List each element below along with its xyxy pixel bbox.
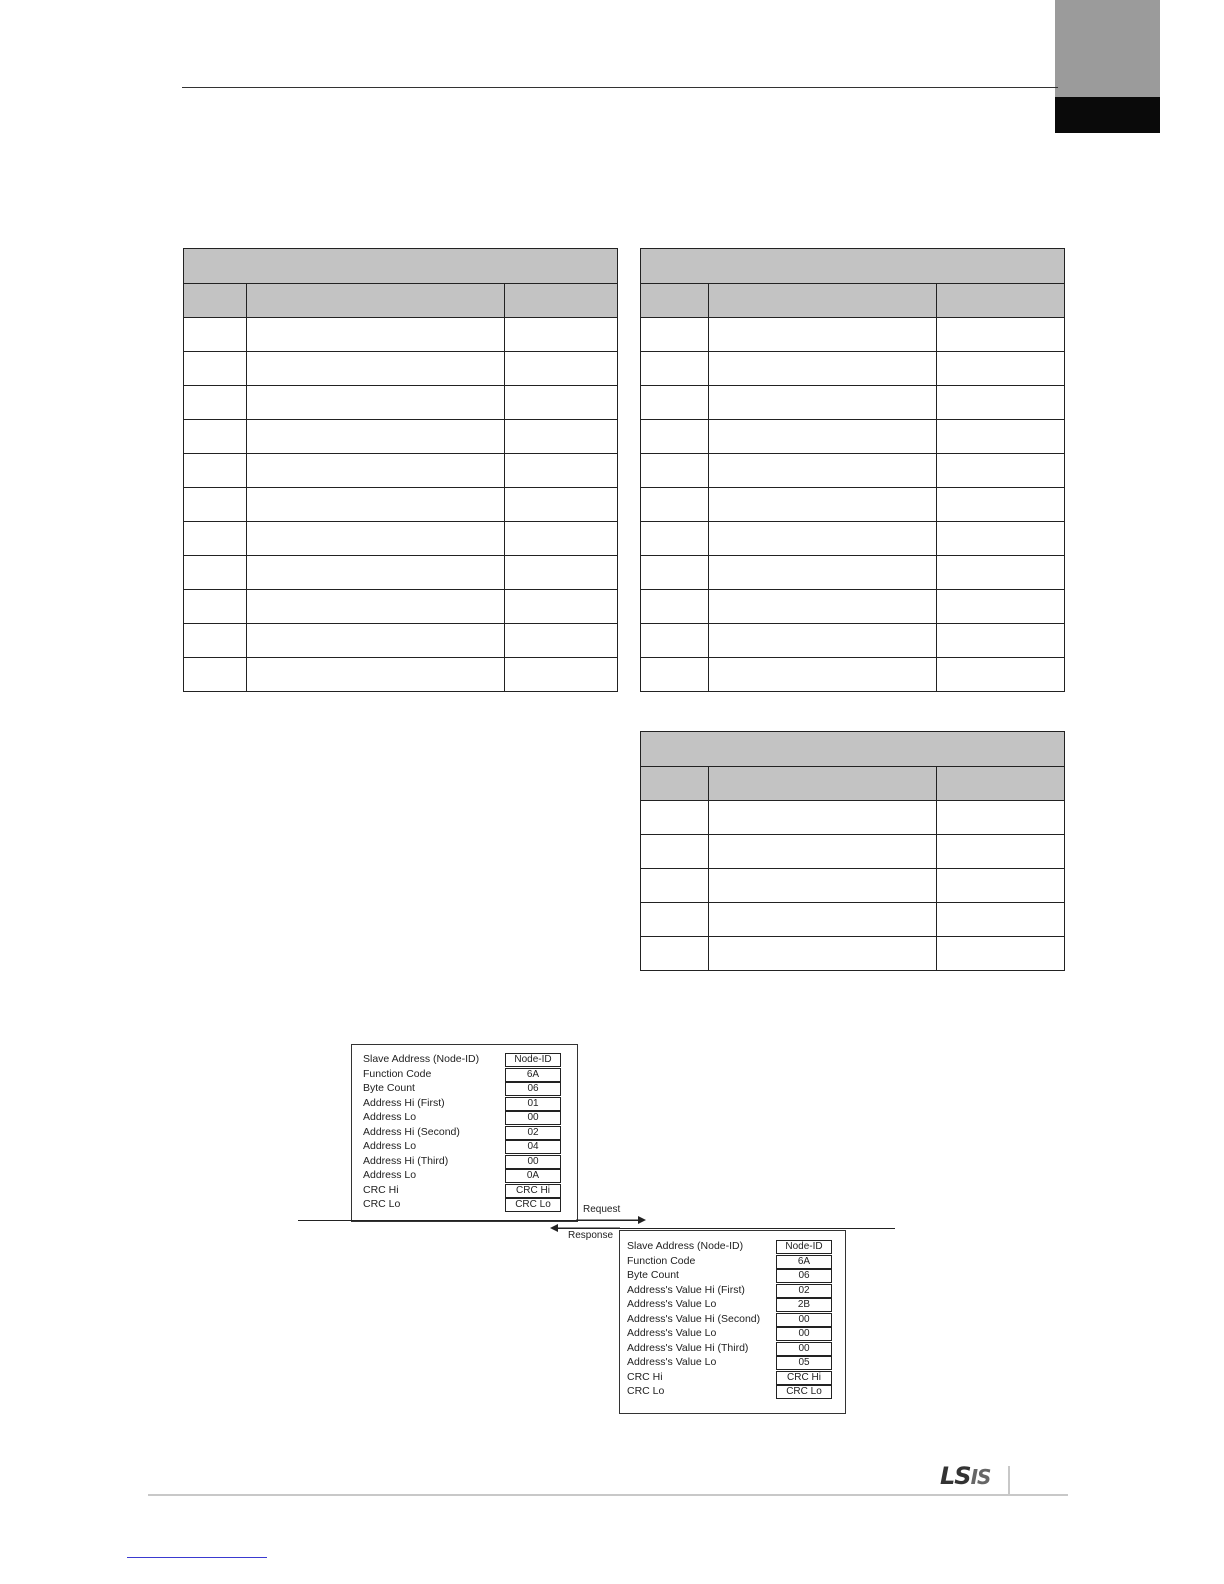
request-field-label: Byte Count: [363, 1082, 415, 1094]
response-field-label: CRC Hi: [627, 1370, 663, 1383]
table-row: [184, 454, 618, 488]
left-table: [183, 248, 618, 692]
link-underline: [127, 1557, 267, 1558]
request-field-value: CRC Hi: [505, 1184, 561, 1198]
request-field-value: 00: [505, 1111, 561, 1125]
response-field-label: Function Code: [627, 1254, 696, 1267]
table-row: [641, 318, 1065, 352]
table-row: [184, 624, 618, 658]
response-field-value: 02: [776, 1284, 832, 1298]
request-field-label: Address Lo: [363, 1111, 417, 1123]
table-row: [641, 801, 1065, 835]
table-row: [641, 903, 1065, 937]
right-table-top: [640, 248, 1065, 692]
header-rule: [182, 87, 1058, 88]
request-field-value: 6A: [505, 1068, 561, 1082]
response-field-label: Address's Value Lo: [627, 1356, 717, 1368]
request-field-value: CRC Lo: [505, 1198, 561, 1212]
table-header-row: [641, 767, 1065, 801]
request-field-label: Address Lo: [363, 1140, 417, 1152]
response-field-value: Node-ID: [776, 1240, 832, 1254]
table-row: [184, 420, 618, 454]
response-field-label: Address's Value Hi (Third): [627, 1341, 749, 1354]
request-field-value: 0A: [505, 1169, 561, 1183]
table-row: [641, 488, 1065, 522]
table-row: [184, 318, 618, 352]
footer-divider: [1008, 1466, 1010, 1494]
response-field-value: 2B: [776, 1298, 832, 1312]
response-field-value: 00: [776, 1342, 832, 1356]
request-label: Request: [583, 1204, 621, 1215]
response-field-value: 06: [776, 1269, 832, 1283]
table-row: [641, 937, 1065, 971]
table-row: [641, 658, 1065, 692]
table-row: [184, 556, 618, 590]
request-field-label: Address Lo: [363, 1169, 417, 1181]
table-row: [641, 386, 1065, 420]
table-row: [184, 658, 618, 692]
table-title-row: [641, 249, 1065, 284]
request-field-label: CRC Lo: [363, 1198, 401, 1210]
response-field-label: Address's Value Lo: [627, 1327, 717, 1339]
table-row: [641, 624, 1065, 658]
request-field-value: 04: [505, 1140, 561, 1154]
table-title-row: [641, 732, 1065, 767]
table-row: [641, 522, 1065, 556]
table-row: [184, 590, 618, 624]
chapter-tab-grey: [1055, 0, 1160, 97]
request-field-value: 06: [505, 1082, 561, 1096]
response-field-value: CRC Hi: [776, 1371, 832, 1385]
response-field-value: 00: [776, 1327, 832, 1341]
chapter-tab-black: [1055, 97, 1160, 133]
table-title-row: [184, 249, 618, 284]
table-row: [184, 488, 618, 522]
right-table-bottom: [640, 731, 1065, 971]
table-row: [641, 454, 1065, 488]
response-field-label: CRC Lo: [627, 1385, 665, 1397]
request-field-label: Function Code: [363, 1067, 432, 1080]
table-row: [184, 352, 618, 386]
brand-logo: LSIS: [940, 1462, 991, 1490]
request-field-label: CRC Hi: [363, 1183, 399, 1196]
table-row: [641, 352, 1065, 386]
table-row: [641, 869, 1065, 903]
response-field-label: Byte Count: [627, 1269, 679, 1281]
response-label: Response: [568, 1230, 614, 1241]
response-field-label: Address's Value Lo: [627, 1298, 717, 1310]
response-field-value: 05: [776, 1356, 832, 1370]
response-field-value: 6A: [776, 1255, 832, 1269]
response-field-value: 00: [776, 1313, 832, 1327]
request-field-value: 01: [505, 1097, 561, 1111]
table-header-row: [184, 284, 618, 318]
footer-rule: [148, 1494, 1068, 1496]
table-row: [641, 590, 1065, 624]
response-field-value: CRC Lo: [776, 1385, 832, 1399]
table-row: [641, 835, 1065, 869]
table-header-row: [641, 284, 1065, 318]
request-field-value: Node-ID: [505, 1053, 561, 1067]
request-field-label: Slave Address (Node-ID): [363, 1053, 480, 1065]
request-field-label: Address Hi (Third): [363, 1154, 449, 1167]
request-field-value: 00: [505, 1155, 561, 1169]
request-field-label: Address Hi (First): [363, 1096, 445, 1109]
response-field-label: Address's Value Hi (Second): [627, 1312, 761, 1325]
table-row: [184, 386, 618, 420]
response-field-label: Address's Value Hi (First): [627, 1283, 745, 1296]
table-row: [641, 556, 1065, 590]
response-field-label: Slave Address (Node-ID): [627, 1240, 744, 1252]
request-field-value: 02: [505, 1126, 561, 1140]
request-field-label: Address Hi (Second): [363, 1125, 460, 1138]
table-row: [184, 522, 618, 556]
table-row: [641, 420, 1065, 454]
